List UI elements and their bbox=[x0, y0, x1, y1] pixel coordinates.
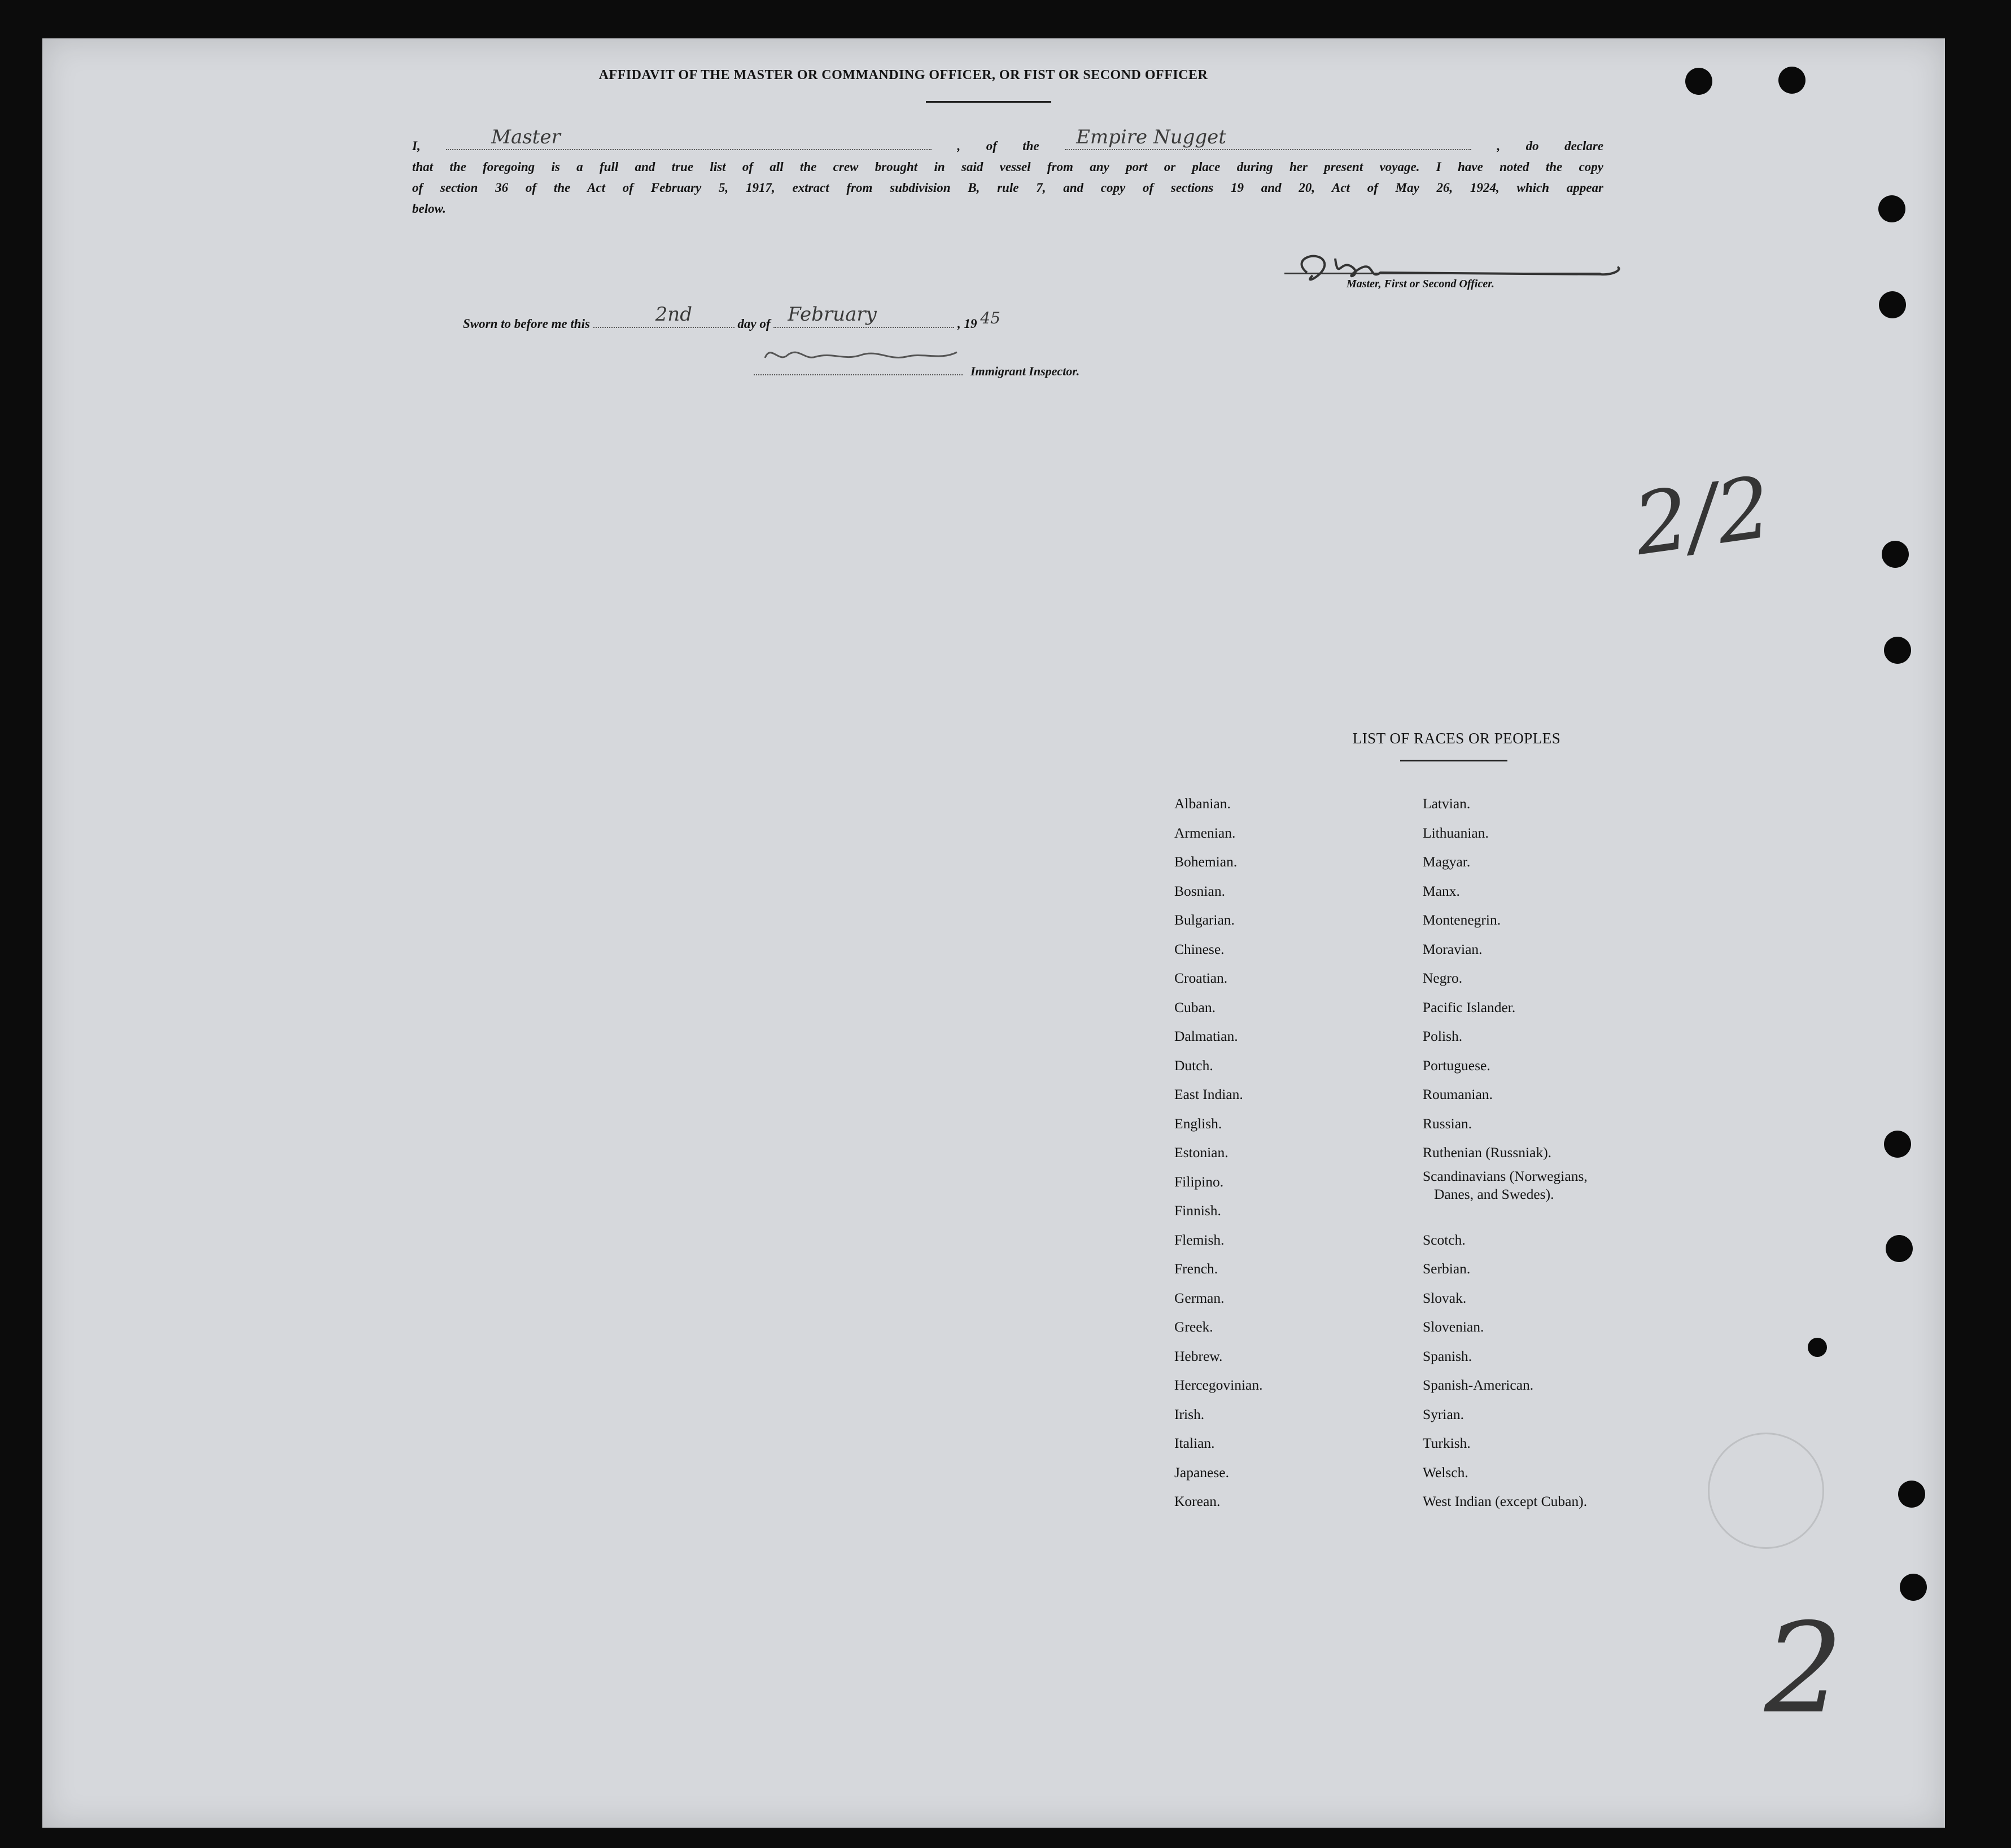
race-item: Syrian. bbox=[1423, 1405, 1464, 1422]
declaration-line-4: below. bbox=[412, 202, 446, 216]
declaration-do-declare: , do declare bbox=[1497, 139, 1604, 153]
year-handwriting: 45 bbox=[980, 309, 1000, 327]
race-item: Turkish. bbox=[1423, 1435, 1471, 1451]
race-item: East Indian. bbox=[1174, 1086, 1243, 1102]
race-item: Montenegrin. bbox=[1423, 912, 1501, 928]
race-item: Flemish. bbox=[1174, 1231, 1225, 1248]
race-item: Scandinavians (Norwegians, bbox=[1423, 1167, 1588, 1184]
race-item: Negro. bbox=[1423, 970, 1463, 986]
race-item: German. bbox=[1174, 1289, 1225, 1306]
punch-hole bbox=[1898, 1481, 1925, 1508]
affidavit-title: AFFIDAVIT OF THE MASTER OR COMMANDING OFFICER, OR FIST OR SECOND OFFICER bbox=[598, 68, 1208, 82]
race-item: English. bbox=[1174, 1115, 1222, 1132]
race-item: Polish. bbox=[1423, 1028, 1463, 1044]
race-item: Irish. bbox=[1174, 1405, 1205, 1422]
race-item: Portuguese. bbox=[1423, 1057, 1490, 1074]
signature-scribble bbox=[1284, 247, 1646, 292]
race-item: Moravian. bbox=[1423, 940, 1483, 957]
race-item: Magyar. bbox=[1423, 853, 1471, 870]
race-item: Russian. bbox=[1423, 1115, 1472, 1132]
declaration-line-1 bbox=[412, 126, 1604, 156]
race-item: West Indian (except Cuban). bbox=[1423, 1493, 1588, 1509]
inspector-signature bbox=[759, 341, 963, 374]
declaration-paragraph bbox=[412, 126, 1604, 219]
inspector-label: Immigrant Inspector. bbox=[970, 364, 1080, 378]
race-item: Spanish-American. bbox=[1423, 1377, 1534, 1393]
race-item: Croatian. bbox=[1174, 970, 1228, 986]
races-left-column bbox=[1174, 789, 1262, 1516]
race-item: Slovak. bbox=[1423, 1289, 1467, 1306]
sworn-line bbox=[463, 303, 1000, 332]
day-handwriting: 2nd bbox=[655, 303, 692, 326]
race-item: Danes, and Swedes). bbox=[1434, 1185, 1554, 1202]
races-title-rule bbox=[1400, 760, 1507, 761]
race-item: Cuban. bbox=[1174, 999, 1216, 1015]
race-item: Ruthenian (Russniak). bbox=[1423, 1144, 1552, 1161]
race-item: Bohemian. bbox=[1174, 853, 1238, 870]
race-item: Lithuanian. bbox=[1423, 824, 1489, 841]
inspector-scribble bbox=[759, 341, 963, 369]
race-item: Filipino. bbox=[1174, 1173, 1224, 1190]
declaration-line-3: of section 36 of the Act of February 5, 1917, extract from subdivision B, rule 7, and copy of sections 19 and 20, Act of May 26, 1924, which appear bbox=[412, 181, 1603, 195]
vessel-field bbox=[1065, 126, 1471, 150]
race-item: French. bbox=[1174, 1260, 1218, 1277]
race-item: Armenian. bbox=[1174, 824, 1236, 841]
race-item: Bulgarian. bbox=[1174, 912, 1235, 928]
declaration-i: I, bbox=[412, 139, 421, 153]
race-item: Finnish. bbox=[1174, 1202, 1221, 1219]
month-field bbox=[773, 303, 954, 328]
faint-stamp bbox=[1708, 1433, 1824, 1549]
punch-hole bbox=[1778, 67, 1805, 94]
races-right-column bbox=[1423, 789, 1588, 1516]
sworn-day-label: day of bbox=[737, 317, 771, 331]
sworn-year-prefix: , 19 bbox=[958, 317, 977, 331]
punch-hole bbox=[1886, 1235, 1913, 1262]
race-item: Dalmatian. bbox=[1174, 1028, 1238, 1044]
punch-hole bbox=[1884, 1131, 1911, 1158]
master-signature-block bbox=[1284, 247, 1634, 291]
punch-hole bbox=[1808, 1338, 1827, 1357]
race-item: Hercegovinian. bbox=[1174, 1377, 1263, 1393]
punch-hole bbox=[1879, 291, 1906, 318]
race-item: Japanese. bbox=[1174, 1464, 1229, 1481]
punch-hole bbox=[1900, 1574, 1927, 1601]
punch-hole bbox=[1878, 195, 1905, 222]
punch-hole bbox=[1882, 541, 1909, 568]
punch-hole bbox=[1884, 637, 1911, 664]
race-item: Welsch. bbox=[1423, 1464, 1468, 1481]
races-list-title: LIST OF RACES OR PEOPLES bbox=[1352, 730, 1561, 747]
pencil-corner-number: 2 bbox=[1764, 1596, 1843, 1741]
declaration-of-the: , of the bbox=[957, 139, 1039, 153]
vessel-handwriting: Empire Nugget bbox=[1076, 126, 1226, 148]
race-item: Italian. bbox=[1174, 1435, 1215, 1451]
race-item: Roumanian. bbox=[1423, 1086, 1493, 1102]
race-item: Hebrew. bbox=[1174, 1347, 1223, 1364]
inspector-signature-field bbox=[754, 357, 963, 375]
document-page bbox=[42, 38, 1945, 1828]
race-item: Bosnian. bbox=[1174, 882, 1225, 899]
declaration-line-2: that the foregoing is a full and true list of all the crew brought in said vessel from any port or place during her present voyage. I have noted the copy bbox=[412, 160, 1603, 174]
title-rule bbox=[926, 101, 1051, 103]
signature-caption: Master, First or Second Officer. bbox=[1347, 278, 1494, 290]
race-item: Greek. bbox=[1174, 1319, 1213, 1335]
race-item: Manx. bbox=[1423, 882, 1460, 899]
sworn-prefix: Sworn to before me this bbox=[463, 317, 590, 331]
race-item: Dutch. bbox=[1174, 1057, 1213, 1074]
race-item: Estonian. bbox=[1174, 1144, 1229, 1161]
officer-field bbox=[446, 126, 932, 150]
month-handwriting: February bbox=[788, 303, 877, 326]
race-item: Slovenian. bbox=[1423, 1319, 1484, 1335]
pencil-fraction: 2/2 bbox=[1628, 458, 1777, 575]
master-signature bbox=[1284, 247, 1646, 301]
race-item: Chinese. bbox=[1174, 940, 1225, 957]
race-item: Scotch. bbox=[1423, 1231, 1466, 1248]
race-item: Spanish. bbox=[1423, 1347, 1472, 1364]
race-item: Korean. bbox=[1174, 1493, 1221, 1509]
race-item: Serbian. bbox=[1423, 1260, 1471, 1277]
day-field bbox=[593, 303, 735, 328]
race-item: Latvian. bbox=[1423, 795, 1471, 812]
race-item: Pacific Islander. bbox=[1423, 999, 1516, 1015]
inspector-block bbox=[754, 357, 1079, 379]
race-item: Albanian. bbox=[1174, 795, 1231, 812]
officer-handwriting: Master bbox=[491, 126, 561, 148]
